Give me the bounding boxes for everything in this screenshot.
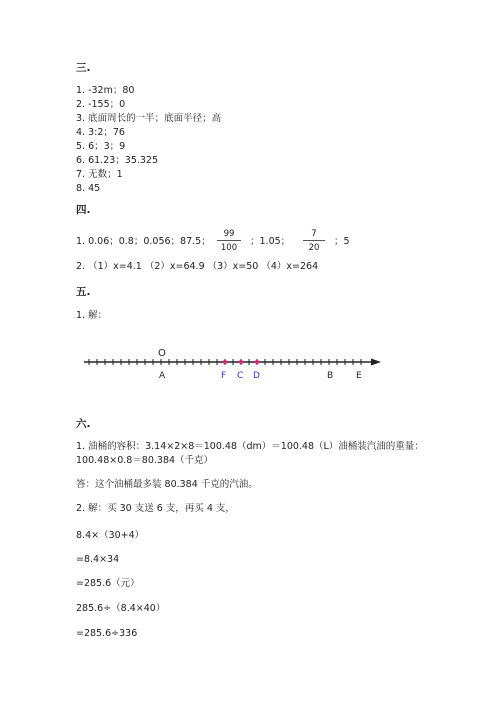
answer-line: 3. 底面周长的一半；底面半径；高 [76, 113, 222, 124]
point-d-dot [255, 360, 259, 364]
answer-line: 100.48×0.8＝80.384（千克） [76, 455, 214, 466]
answer-line: 5. 6；3；9 [76, 141, 126, 152]
arrowhead-icon [371, 359, 381, 366]
label-c: C [237, 371, 244, 381]
section-4-heading: 四. [76, 204, 91, 216]
label-f: F [221, 371, 227, 381]
fraction-1-bar [217, 240, 241, 241]
fraction-2-denominator: 20 [308, 243, 320, 253]
label-b: B [327, 371, 334, 381]
answer-line: 1. -32m；80 [76, 85, 135, 96]
fraction-1-numerator: 99 [223, 229, 235, 239]
fraction-1-denominator: 100 [220, 243, 238, 253]
calc-step: =285.6（元） [76, 578, 140, 589]
answer-line: 8. 45 [76, 183, 101, 194]
fraction-2-bar [303, 240, 325, 241]
answer-line: 1. 解： [76, 310, 108, 321]
label-e: E [356, 371, 362, 381]
section-6-heading: 六. [76, 418, 91, 430]
answer-line-start: 1. 0.06；0.8；0.056；87.5； [76, 236, 211, 247]
label-d: D [253, 371, 260, 381]
answer-line: 4. 3:2；76 [76, 127, 125, 138]
calc-step: 8.4×（30+4） [76, 530, 145, 541]
point-f-dot [223, 360, 227, 364]
answer-line: 6. 61.23；35.325 [76, 155, 159, 166]
answer-line: 7. 无数；1 [76, 169, 123, 180]
calc-step: =285.6÷336 [76, 628, 138, 639]
label-a: A [159, 371, 166, 381]
answer-line-end: ；5 [334, 236, 350, 247]
answer-line: 1. 油桶的容积：3.14×2×8＝100.48（dm）＝100.48（L）油桶装汽油的重量： [76, 441, 424, 452]
answer-line-middle: ；1.05； [250, 236, 291, 247]
number-line [0, 340, 500, 385]
answer-line: 2. 解：买 30 支送 6 支，再买 4 支， [76, 503, 235, 514]
answer-line: 答：这个油桶最多装 80.384 千克的汽油。 [76, 479, 258, 490]
point-c-dot [239, 360, 243, 364]
fraction-2-numerator: 7 [311, 229, 317, 239]
calc-step: 285.6÷（8.4×40） [76, 603, 166, 614]
section-5-heading: 五. [76, 286, 91, 298]
calc-step: =8.4×34 [76, 554, 120, 565]
answer-line: 2. （1）x=4.1 （2）x=64.9 （3）x=50 （4）x=264 [76, 261, 319, 272]
label-o: O [158, 348, 166, 359]
section-3-heading: 三. [76, 62, 91, 74]
answer-line: 2. -155；0 [76, 99, 126, 110]
